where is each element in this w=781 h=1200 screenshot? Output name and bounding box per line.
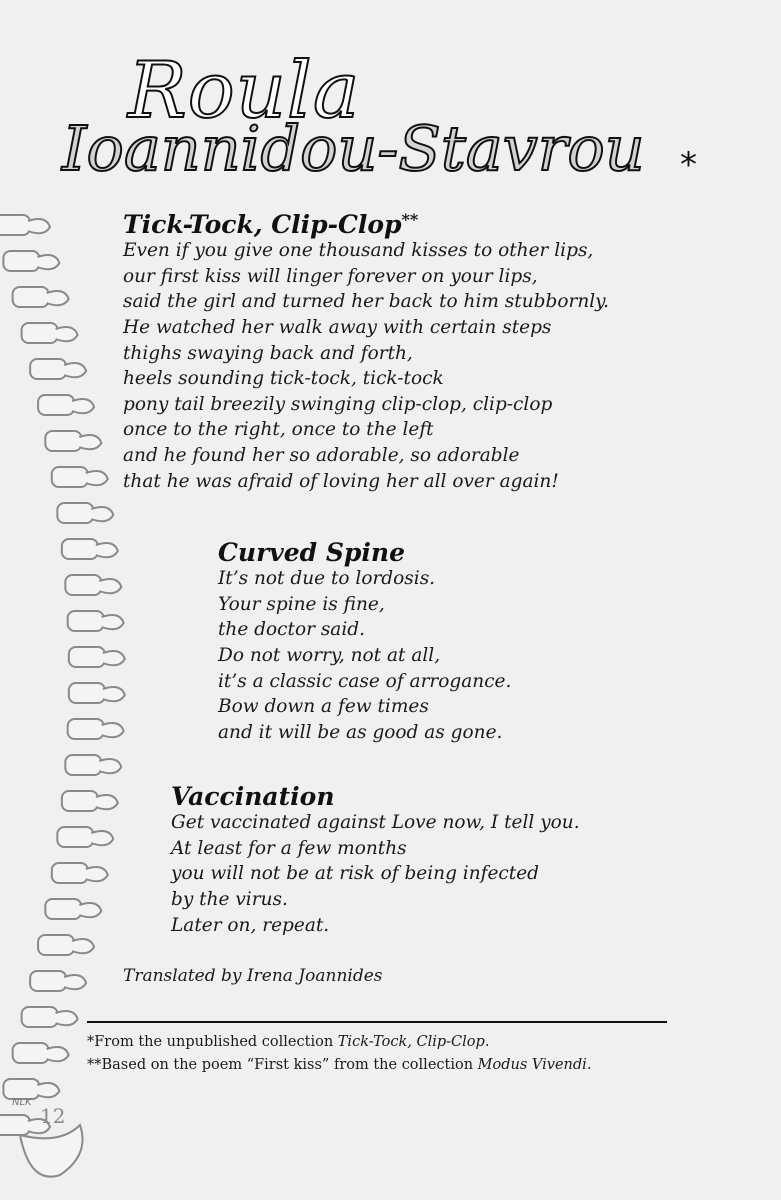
vertebra [69, 683, 105, 703]
vertebra-process [64, 363, 86, 377]
footnote-divider [87, 1021, 667, 1023]
vertebra [57, 827, 93, 847]
vertebra-process [96, 795, 118, 809]
poem-line: that he was afraid of loving her all over again! [123, 470, 559, 492]
footnote-text: *From the unpublished collection [87, 1034, 338, 1050]
vertebra [22, 323, 58, 343]
poem-line: Get vaccinated against Love now, I tell you. [171, 812, 580, 834]
vertebra [57, 503, 93, 523]
vertebra [22, 1007, 58, 1027]
poem-title-mark: ** [401, 210, 419, 229]
vertebra [45, 899, 81, 919]
vertebra-process [37, 255, 59, 269]
poem-line: and it will be as good as gone. [218, 721, 503, 743]
vertebra-process [103, 687, 125, 701]
poem-line: you will not be at risk of being infected [171, 863, 540, 885]
illustrator-initials: NLK [12, 1097, 32, 1108]
poem-line: thighs swaying back and forth, [123, 342, 413, 364]
vertebra [65, 755, 101, 775]
poem-lines [123, 238, 609, 494]
vertebra-process [37, 1083, 59, 1097]
poem-tick-tock [123, 212, 609, 494]
author-last-name: Ioannidou-Stavrou [62, 112, 645, 185]
poem-title [123, 212, 609, 238]
translator-credit: Translated by Irena Joannides [123, 966, 383, 986]
vertebra-process [79, 903, 101, 917]
poem-title-text: Tick-Tock, Clip-Clop [123, 210, 402, 239]
poem-line: pony tail breezily swinging clip-clop, clip-clop [123, 393, 553, 415]
author-footnote-mark: * [680, 145, 697, 185]
vertebra [45, 431, 81, 451]
poem-lines [171, 810, 580, 938]
poem-line: and he found her so adorable, so adorable [123, 445, 520, 466]
vertebra-process [56, 1011, 78, 1025]
vertebra [3, 1079, 39, 1099]
vertebra-process [47, 291, 69, 305]
poem-title: Vaccination [171, 782, 335, 811]
page-number: 12 [40, 1104, 66, 1128]
poem-line: said the girl and turned her back to him stubbornly. [123, 291, 610, 313]
vertebra-process [102, 723, 124, 737]
vertebra [13, 287, 49, 307]
vertebra-process [47, 1047, 69, 1061]
vertebra [38, 395, 74, 415]
vertebra [52, 467, 88, 487]
poem-title: Curved Spine [218, 538, 405, 567]
poem-line: He watched her walk away with certain steps [123, 317, 552, 339]
poem-curved-spine [218, 540, 511, 745]
vertebra [52, 863, 88, 883]
vertebra-process [64, 975, 86, 989]
vertebra-process [102, 615, 124, 629]
poem-line: heels sounding tick-tock, tick-tock [123, 368, 444, 390]
vertebra-process [91, 831, 113, 845]
poem-line: At least for a few months [171, 837, 407, 859]
vertebra [3, 251, 39, 271]
poem-line: by the virus. [171, 889, 288, 911]
vertebra-process [99, 579, 121, 593]
vertebra [62, 791, 98, 811]
poem-line: Bow down a few times [218, 696, 429, 718]
poem-line: our first kiss will linger forever on your lips, [123, 265, 538, 287]
vertebra [65, 575, 101, 595]
footnote [87, 1034, 489, 1050]
vertebra [68, 611, 104, 631]
vertebra-process [99, 759, 121, 773]
footnote-suffix: . [586, 1057, 592, 1073]
vertebra [0, 1115, 30, 1135]
footnote-suffix: . [484, 1034, 490, 1050]
vertebra [68, 719, 104, 739]
vertebra-process [72, 939, 94, 953]
vertebra-process [86, 867, 108, 881]
footnote-emphasis: Tick-Tock, Clip-Clop [337, 1034, 485, 1050]
vertebra-process [91, 507, 113, 521]
vertebra-process [56, 327, 78, 341]
footnote [87, 1057, 591, 1073]
footnote-emphasis: Modus Vivendi [477, 1057, 587, 1073]
vertebra [30, 359, 66, 379]
vertebra [62, 539, 98, 559]
poem-line: once to the right, once to the left [123, 419, 434, 441]
vertebra-process [103, 651, 125, 665]
poem-line: Later on, repeat. [171, 914, 330, 936]
vertebra-process [72, 399, 94, 413]
vertebra [30, 971, 66, 991]
poem-line: It’s not due to lordosis. [218, 568, 436, 590]
vertebra-process [96, 543, 118, 557]
vertebra [13, 1043, 49, 1063]
poem-line: it’s a classic case of arrogance. [218, 670, 512, 692]
poem-lines [218, 566, 511, 745]
poem-line: Your spine is fine, [218, 593, 385, 615]
vertebra-process [28, 219, 50, 233]
poem-line: Even if you give one thousand kisses to other lips, [123, 240, 594, 262]
poem-line: the doctor said. [218, 619, 365, 641]
vertebra [38, 935, 74, 955]
vertebra [69, 647, 105, 667]
vertebra [0, 215, 30, 235]
poem-vaccination [171, 784, 580, 938]
poem-line: Do not worry, not at all, [218, 645, 441, 667]
vertebra-process [79, 435, 101, 449]
vertebra-process [86, 471, 108, 485]
footnote-text: **Based on the poem “First kiss” from the collection [87, 1057, 478, 1073]
author-first-name: Roula [128, 46, 361, 136]
